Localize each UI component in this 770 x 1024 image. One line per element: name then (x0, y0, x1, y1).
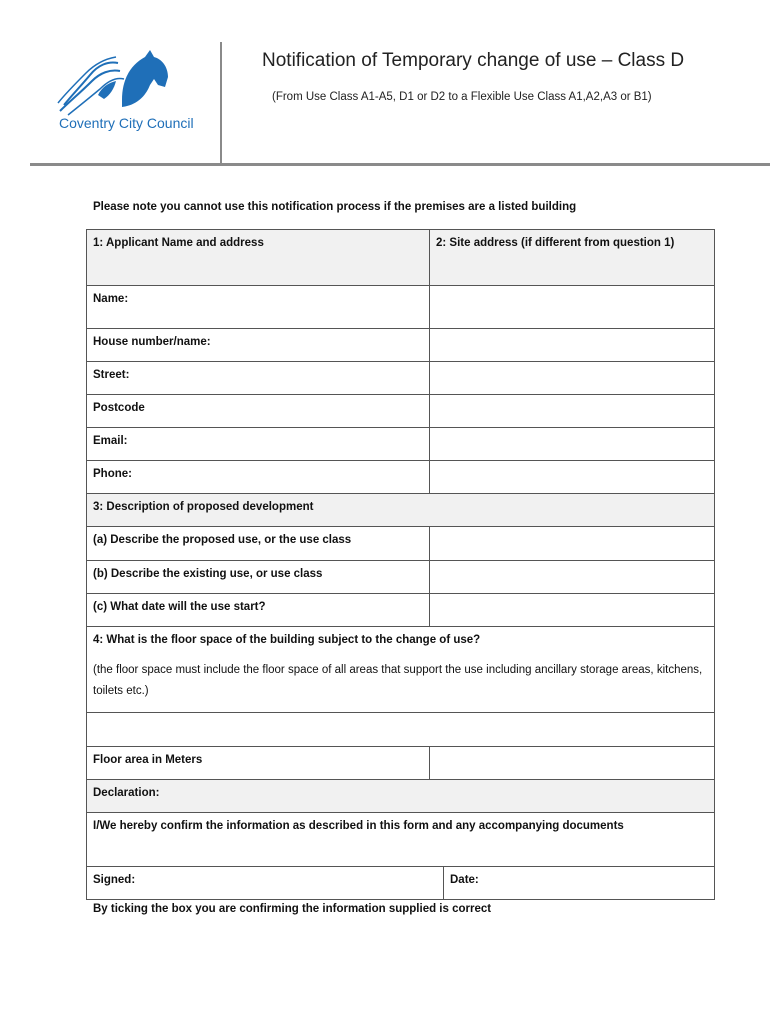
listed-building-note: Please note you cannot use this notification process if the premises are a listed building (93, 201, 577, 213)
start-date-label: (c) What date will the use start? (87, 594, 430, 627)
section-3-heading: 3: Description of proposed development (87, 494, 715, 527)
existing-use-label: (b) Describe the existing use, or use class (87, 561, 430, 594)
header-divider-vertical (220, 42, 222, 164)
site-address-field-3[interactable] (430, 362, 715, 395)
site-address-field-5[interactable] (430, 428, 715, 461)
street-label: Street: (87, 362, 430, 395)
date-label[interactable]: Date: (444, 867, 715, 900)
page-subtitle: (From Use Class A1-A5, D1 or D2 to a Flexible Use Class A1,A2,A3 or B1) (272, 91, 652, 103)
section-4-cell (87, 627, 715, 713)
page-title: Notification of Temporary change of use – Class D (262, 50, 685, 71)
site-address-field-4[interactable] (430, 395, 715, 428)
floor-area-label: Floor area in Meters (87, 747, 430, 780)
existing-use-field[interactable] (430, 561, 715, 594)
site-address-field-6[interactable] (430, 461, 715, 494)
proposed-use-field[interactable] (430, 527, 715, 561)
site-address-field-1[interactable] (430, 286, 715, 329)
house-label: House number/name: (87, 329, 430, 362)
logo-text: Coventry City Council (59, 115, 194, 131)
floor-area-field[interactable] (430, 747, 715, 780)
section-4-heading: 4: What is the floor space of the building subject to the change of use? (93, 634, 481, 646)
start-date-field[interactable] (430, 594, 715, 627)
header-divider-horizontal (30, 163, 770, 166)
proposed-use-label: (a) Describe the proposed use, or the use class (87, 527, 430, 561)
declaration-statement: I/We hereby confirm the information as described in this form and any accompanying documents (87, 813, 715, 867)
phone-label: Phone: (87, 461, 430, 494)
confirmation-note: By ticking the box you are confirming the information supplied is correct (93, 903, 492, 915)
section-2-heading: 2: Site address (if different from question 1) (430, 230, 715, 286)
signed-label[interactable]: Signed: (87, 867, 444, 900)
section-1-heading: 1: Applicant Name and address (87, 230, 430, 286)
declaration-heading: Declaration: (87, 780, 715, 813)
name-label: Name: (87, 286, 430, 329)
floor-space-note: (the floor space must include the floor space of all areas that support the use including ancillary storage areas, kitchens, toilets etc.) (93, 664, 703, 697)
floor-space-field[interactable] (87, 713, 715, 747)
email-label: Email: (87, 428, 430, 461)
postcode-label: Postcode (87, 395, 430, 428)
site-address-field-2[interactable] (430, 329, 715, 362)
notification-form-table (86, 229, 715, 900)
